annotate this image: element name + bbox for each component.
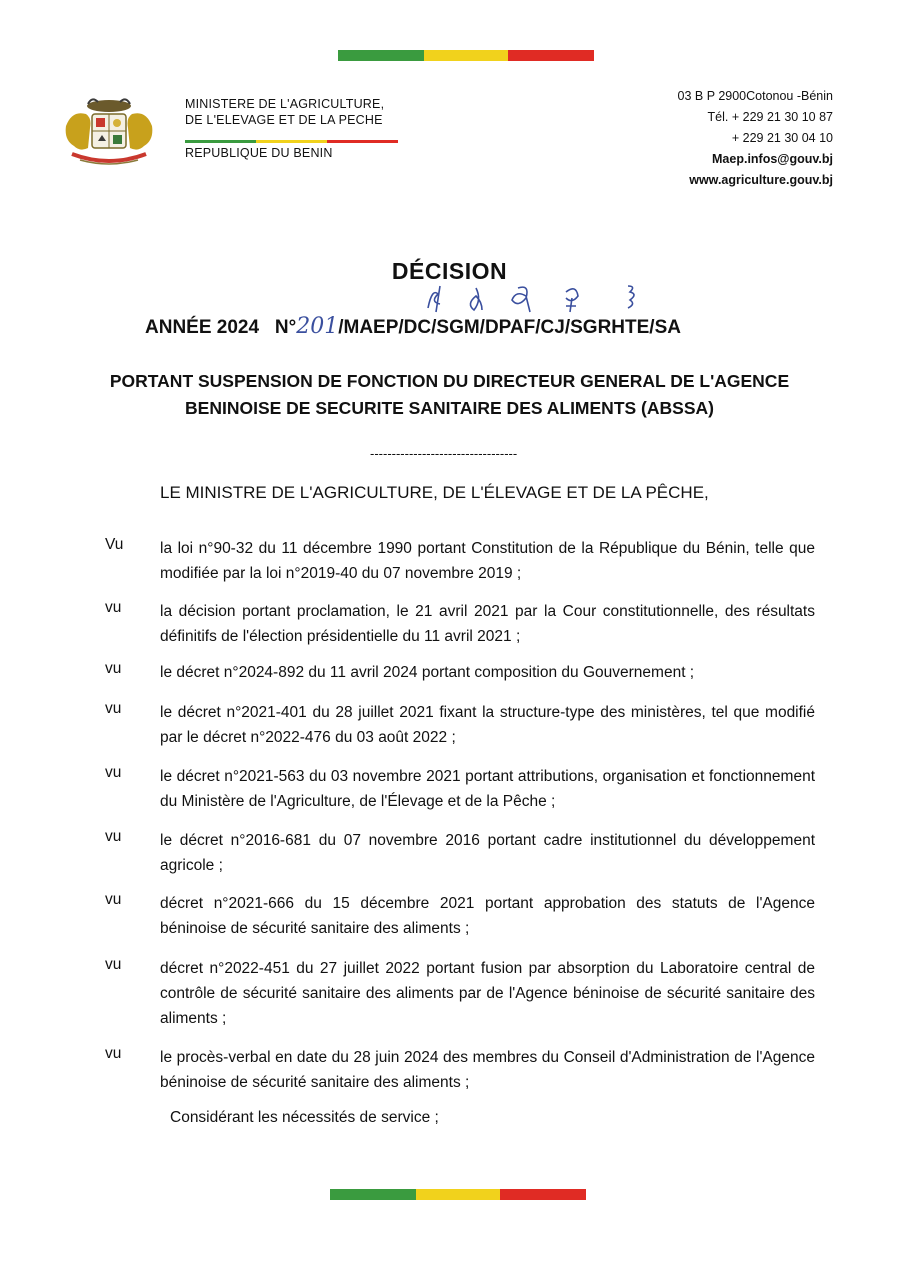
- ministry-name: [185, 96, 384, 128]
- vu-label: vu: [105, 660, 122, 677]
- handwritten-number: 201: [296, 314, 339, 339]
- flag-yellow: [416, 1189, 500, 1200]
- vu-text: le décret n°2024-892 du 11 avril 2024 portant composition du Gouvernement ;: [160, 664, 695, 681]
- considerant: Considérant les nécessités de service ;: [170, 1109, 439, 1126]
- vu-text: le décret n°2021-401 du 28 juillet 2021 fixant la structure-type des ministères, tel que modifié par le décret n°2022-476 du 03 août 2022 ;: [160, 704, 815, 746]
- flag-green: [330, 1189, 416, 1200]
- handwritten-initials: [418, 278, 668, 318]
- vu-text: la loi n°90-32 du 11 décembre 1990 portant Constitution de la République du Bénin, telle que modifiée par la loi n°2019-40 du 07 novembre 2019 ;: [160, 540, 815, 582]
- rule-green: [185, 140, 256, 143]
- address-block: [678, 86, 833, 191]
- republic-name: REPUBLIQUE DU BENIN: [185, 146, 333, 160]
- decision-subject: [0, 368, 899, 422]
- number-prefix: N°: [274, 317, 297, 338]
- vu-label: vu: [105, 956, 122, 973]
- decision-year: ANNÉE 2024: [145, 317, 260, 338]
- ministry-line-2: DE L'ELEVAGE ET DE LA PECHE: [185, 113, 383, 127]
- vu-text: décret n°2022-451 du 27 juillet 2022 portant fusion par absorption du Laboratoire central de contrôle de sécurité sanitaire des aliments par de l'Agence béninoise de sécurité sanitaire des aliments ;: [160, 960, 815, 1027]
- vu-label: vu: [105, 764, 122, 781]
- vu-text: décret n°2021-666 du 15 décembre 2021 portant approbation des statuts de l'Agence béninoise de sécurité sanitaire des aliments ;: [160, 895, 815, 937]
- subject-line-1: PORTANT SUSPENSION DE FONCTION DU DIRECTEUR GENERAL DE L'AGENCE: [109, 371, 790, 391]
- decision-title: DÉCISION: [391, 258, 508, 284]
- postal-address: 03 B P 2900Cotonou -Bénin: [677, 89, 833, 103]
- flag-red: [508, 50, 594, 61]
- vu-label: Vu: [105, 536, 124, 553]
- number-suffix: /MAEP/DC/SGM/DPAF/CJ/SGRHTE/SA: [338, 317, 681, 338]
- telephone-2: + 229 21 30 04 10: [731, 131, 833, 145]
- ministry-line-1: MINISTERE DE L'AGRICULTURE,: [185, 97, 385, 111]
- rule-yellow: [256, 140, 327, 143]
- separator: ----------------------------------: [370, 446, 518, 461]
- email-link[interactable]: Maep.infos@gouv.bj: [712, 152, 833, 166]
- flag-yellow: [424, 50, 508, 61]
- telephone-1: Tél. + 229 21 30 10 87: [707, 110, 833, 124]
- flag-band-bottom: [330, 1189, 586, 1200]
- subject-line-2: BENINOISE DE SECURITE SANITAIRE DES ALIMENTS (ABSSA): [185, 398, 714, 418]
- vu-label: vu: [105, 891, 122, 908]
- header-flag-rule: [185, 140, 398, 143]
- flag-band-top: [338, 50, 594, 61]
- vu-text: le procès-verbal en date du 28 juin 2024 des membres du Conseil d'Administration de l'Agence béninoise de sécurité sanitaire des aliments ;: [160, 1049, 815, 1091]
- vu-label: vu: [105, 700, 122, 717]
- vu-text: le décret n°2021-563 du 03 novembre 2021 portant attributions, organisation et fonctionnement du Ministère de l'Agriculture, de l'Élevage et de la Pêche ;: [160, 768, 815, 810]
- minister-heading: LE MINISTRE DE L'AGRICULTURE, DE L'ÉLEVAGE ET DE LA PÊCHE,: [160, 483, 709, 502]
- benin-coat-of-arms-icon: [58, 96, 160, 168]
- website-link[interactable]: www.agriculture.gouv.bj: [689, 173, 833, 187]
- vu-label: vu: [105, 599, 122, 616]
- decision-number: [145, 314, 681, 339]
- flag-green: [338, 50, 424, 61]
- vu-text: la décision portant proclamation, le 21 avril 2021 par la Cour constitutionnelle, des résultats définitifs de l'élection présidentielle du 11 avril 2021 ;: [160, 603, 815, 645]
- vu-label: vu: [105, 828, 122, 845]
- vu-text: le décret n°2016-681 du 07 novembre 2016 portant cadre institutionnel du développement agricole ;: [160, 832, 815, 874]
- vu-label: vu: [105, 1045, 122, 1062]
- flag-red: [500, 1189, 586, 1200]
- rule-red: [327, 140, 398, 143]
